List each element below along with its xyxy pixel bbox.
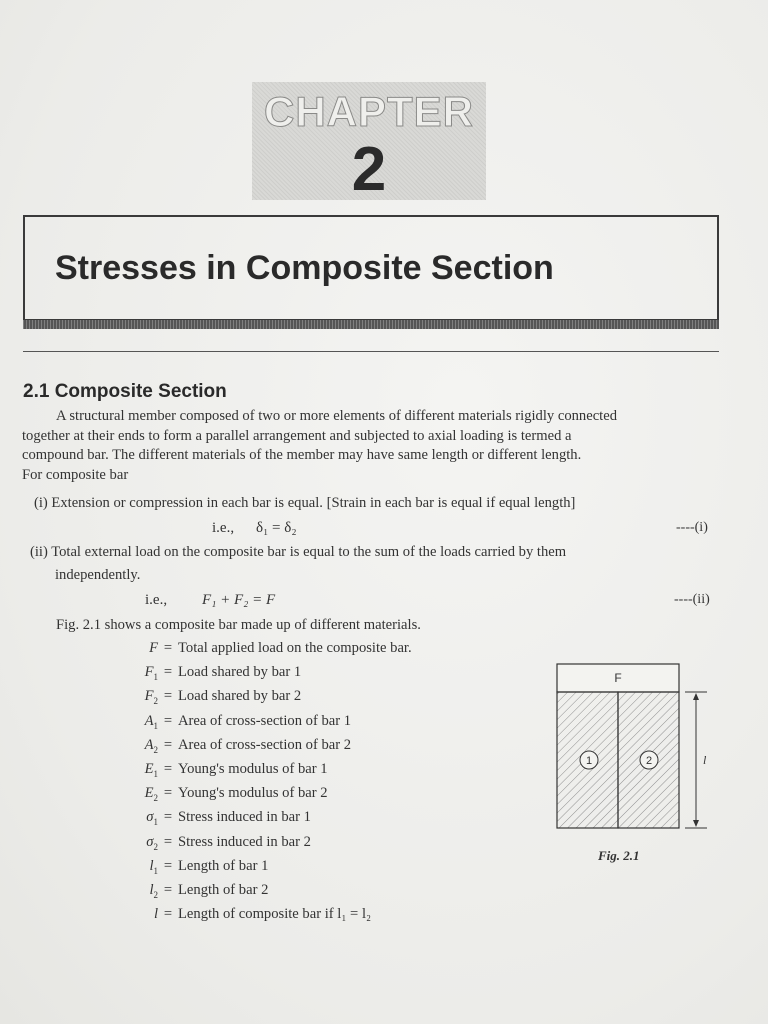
symbol-description: Area of cross-section of bar 1 [178, 712, 352, 729]
equation-i-tag: ----(i) [676, 520, 708, 535]
equation-i-prefix: i.e., [212, 520, 235, 536]
symbol-description: Load shared by bar 1 [178, 664, 302, 681]
equals-sign: = [163, 761, 173, 777]
condition-ii-cont: independently. [55, 567, 141, 583]
length-label: l [703, 753, 707, 767]
title-underline-bar [23, 320, 719, 329]
paragraph-line: together at their ends to form a parallel arrangement and subjected to axial loading is termed a [22, 427, 572, 444]
equals-sign: = [163, 640, 173, 656]
symbol: $l_2$ [149, 882, 158, 900]
bar-1-label: 1 [585, 755, 593, 767]
symbol: $l_1$ [149, 857, 158, 876]
dim-arrow-down [693, 820, 699, 827]
bar-2-label: 2 [645, 755, 653, 767]
chapter-number: 2 [351, 135, 387, 204]
symbol-description: Length of bar 1 [178, 857, 269, 874]
symbol-description: Length of bar 2 [178, 882, 269, 898]
equation-ii: F₁ + F₂ = F [202, 592, 276, 608]
symbol-row [132, 834, 311, 854]
symbol-description: Load shared by bar 2 [178, 688, 302, 705]
equals-sign: = [163, 857, 173, 874]
equals-sign: = [163, 882, 173, 898]
equals-sign: = [163, 736, 173, 753]
symbol-row [132, 664, 301, 684]
horizontal-rule [23, 351, 719, 352]
equals-sign: = [163, 664, 173, 681]
symbol-description: Young's modulus of bar 1 [178, 761, 328, 777]
equals-sign: = [163, 712, 173, 729]
equation-ii-prefix: i.e., [145, 592, 168, 608]
equals-sign: = [163, 906, 173, 923]
symbol-row [132, 858, 268, 878]
paragraph-line: A structural member composed of two or more elements of different materials rigidly connected [56, 408, 618, 424]
chapter-word: CHAPTER [263, 88, 474, 135]
figure-caption: Fig. 2.1 [598, 848, 640, 863]
paragraph-line: For composite bar [22, 466, 129, 483]
condition-ii: (ii) Total external load on the composite bar is equal to the sum of the loads carried by them [30, 544, 567, 560]
symbol-row [132, 640, 412, 660]
symbol: $E_2$ [144, 785, 158, 804]
section-heading: 2.1 Composite Section [23, 381, 227, 402]
symbol-row [132, 906, 371, 926]
symbol: $F_2$ [144, 688, 158, 707]
symbol-description: Stress induced in bar 1 [178, 809, 311, 826]
composite-bar-figure [555, 662, 715, 834]
condition-i: (i) Extension or compression in each bar is equal. [Strain in each bar is equal if equal length] [34, 495, 576, 511]
equation-ii-tag: ----(ii) [674, 592, 710, 607]
chapter-banner [252, 82, 486, 204]
intro-paragraph [22, 407, 722, 485]
dim-arrow-up [693, 693, 699, 700]
equation-i: δ₁ = δ₂ [256, 520, 297, 536]
symbol: $F_1$ [144, 664, 158, 683]
symbol-description: Length of composite bar if l₁ = l₂ [178, 906, 372, 923]
symbol: $A_1$ [144, 712, 158, 731]
equals-sign: = [163, 833, 173, 850]
symbol-row [132, 809, 311, 829]
symbol: l [153, 906, 158, 923]
symbol-row [132, 785, 328, 805]
paragraph-line: compound bar. The different materials of the member may have same length or different length. [22, 447, 582, 463]
load-label: F [614, 671, 622, 685]
symbol-row [132, 882, 268, 902]
symbol-row [132, 761, 328, 781]
symbol-description: Stress induced in bar 2 [178, 833, 311, 850]
equals-sign: = [163, 688, 173, 705]
equals-sign: = [163, 785, 173, 802]
symbol-description: Young's modulus of bar 2 [178, 785, 328, 802]
symbol-description: Total applied load on the composite bar. [178, 640, 412, 656]
symbol: $\sigma_1$ [146, 809, 158, 828]
symbol-description: Area of cross-section of bar 2 [178, 736, 352, 753]
symbol-row [132, 713, 351, 733]
symbol: $\sigma_2$ [146, 833, 158, 852]
symbol-row [132, 688, 301, 708]
symbol-row [132, 737, 351, 757]
symbol: F [149, 640, 158, 656]
symbol: $A_2$ [144, 736, 158, 755]
equals-sign: = [163, 809, 173, 826]
figure-intro: Fig. 2.1 shows a composite bar made up of different materials. [56, 617, 421, 633]
chapter-title-box [23, 215, 719, 321]
chapter-title: Stresses in Composite Section [55, 249, 554, 287]
symbol: $E_1$ [144, 761, 158, 779]
